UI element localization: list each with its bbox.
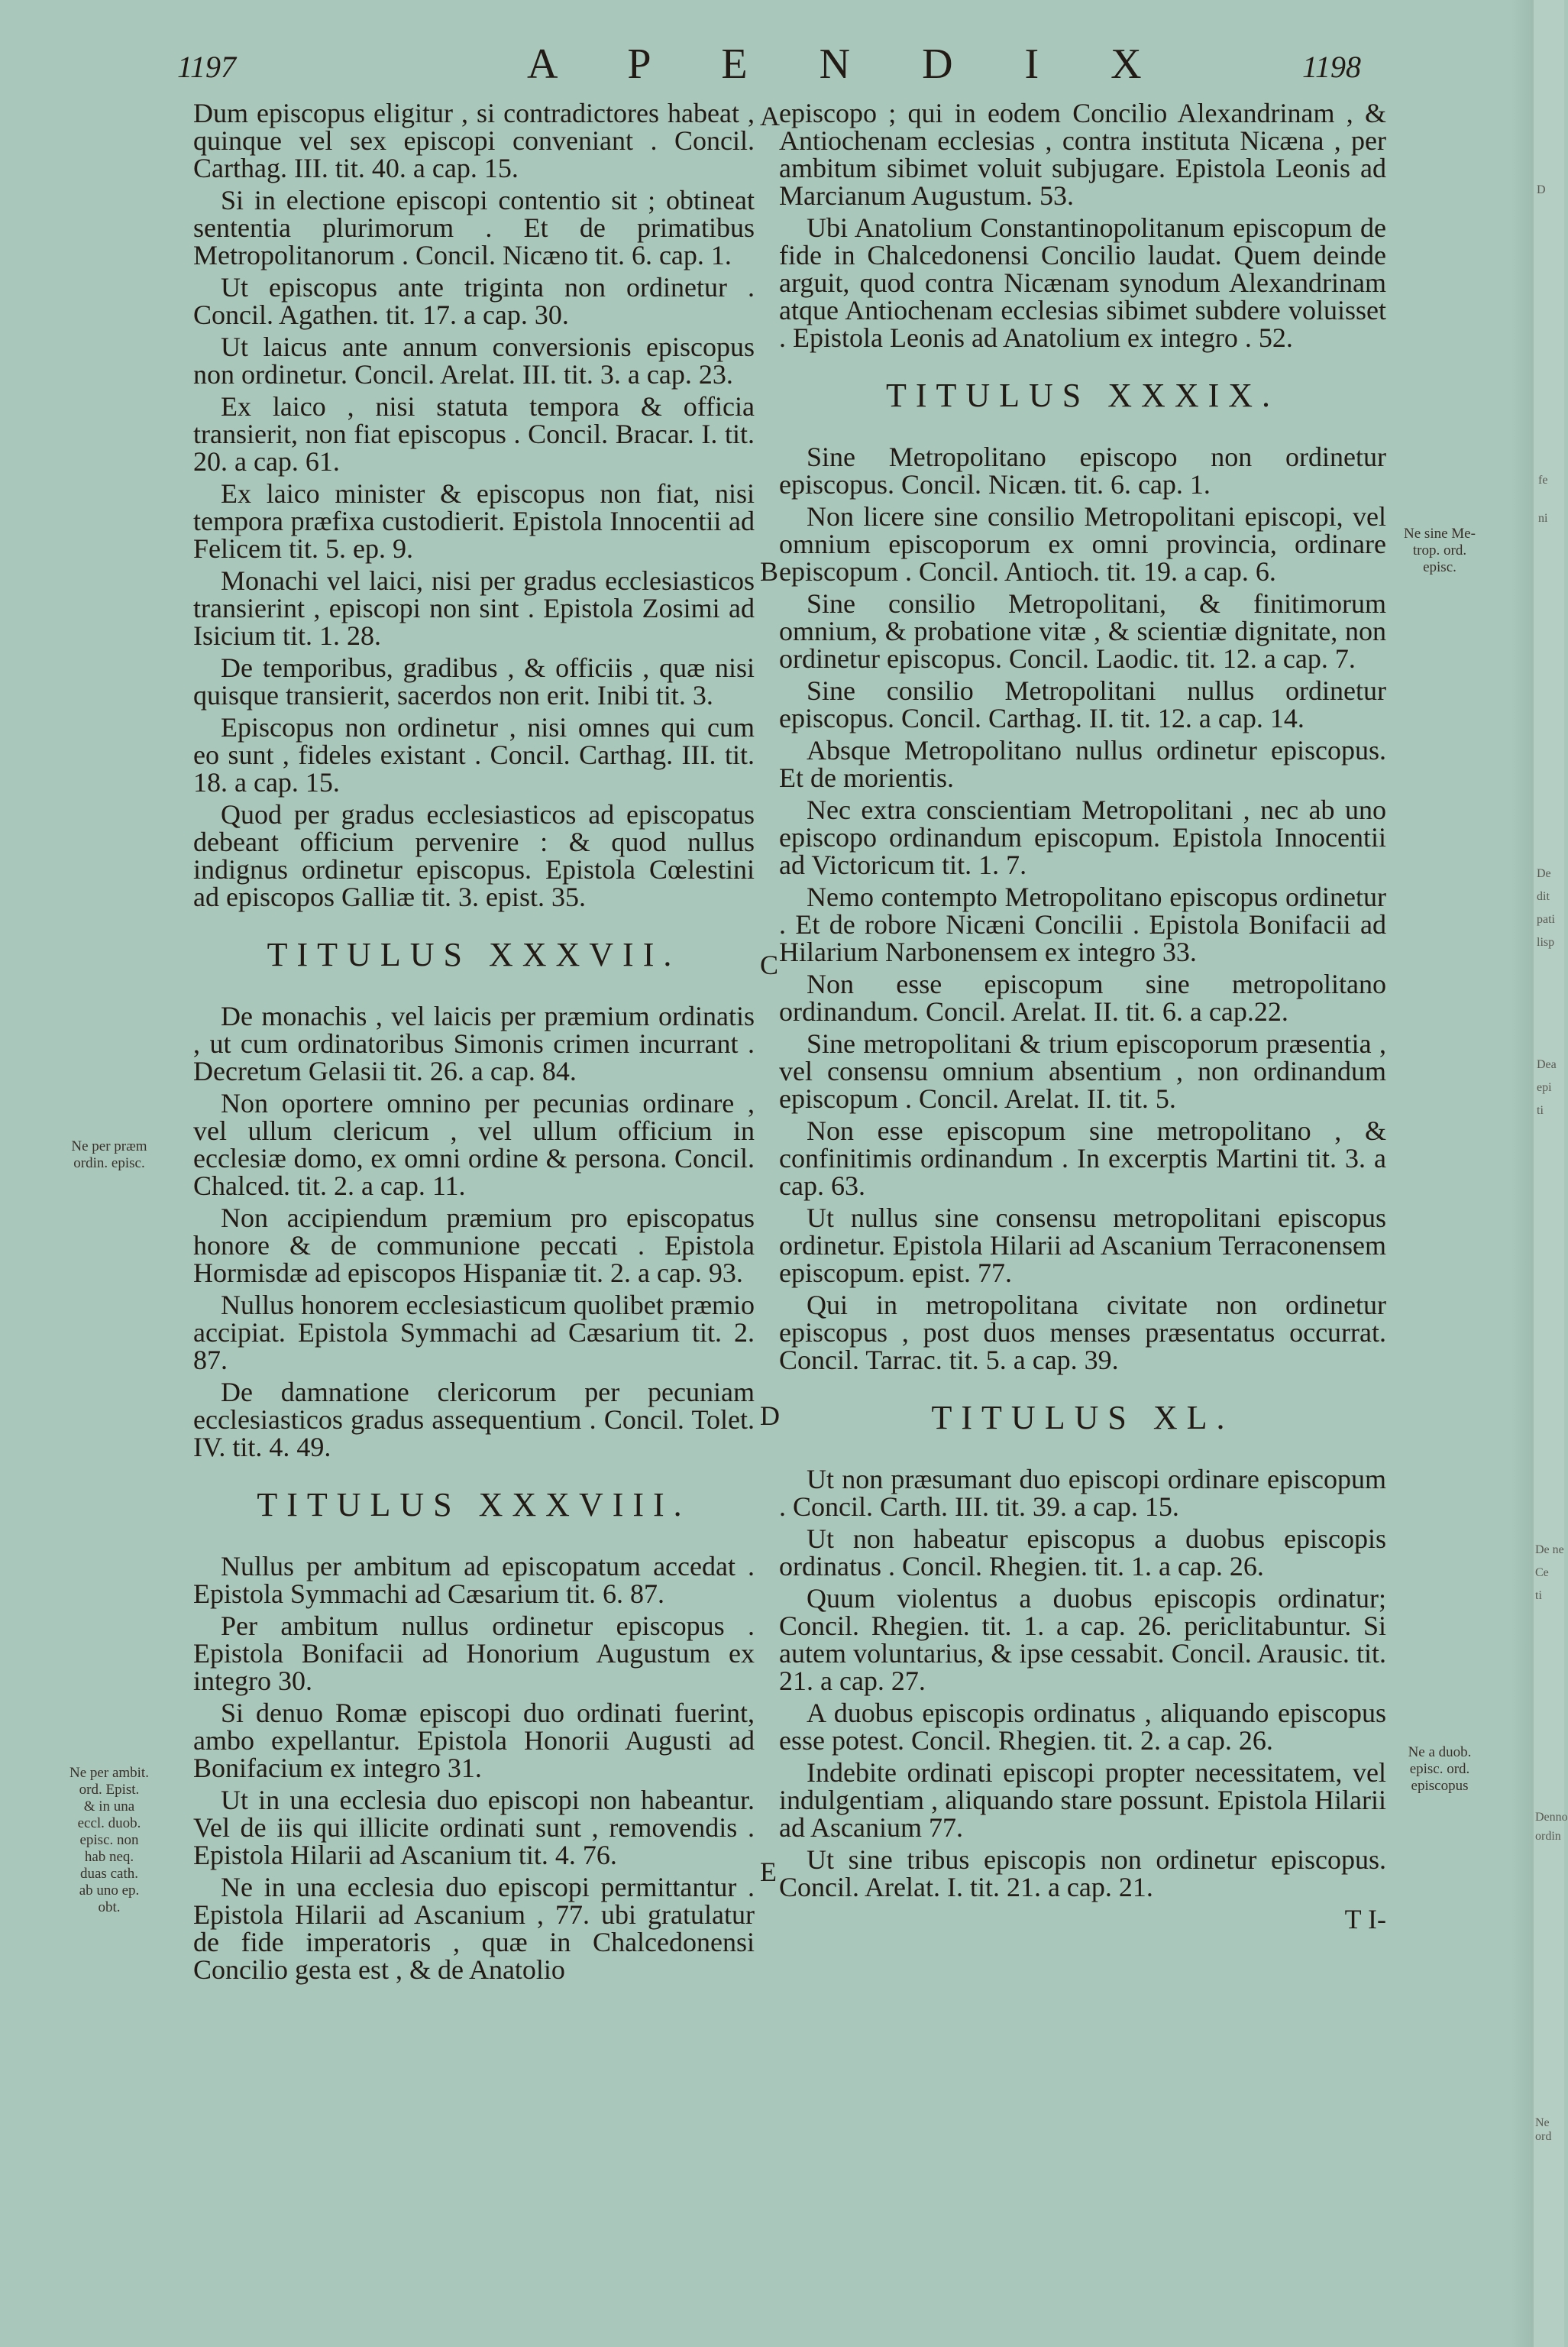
entry-paragraph: Sine metropolitani & trium episcoporum præsentia , vel consensu omnium absentium , non ordinandum episcopum . Concil. Arelat. II. tit. 5. [779, 1028, 1386, 1114]
entry-paragraph: Non accipiendum præmium pro episcopatus honore & de communione peccati . Epistola Hormisdæ ad episcopos Hispaniæ tit. 2. a cap. 93. [193, 1203, 755, 1288]
running-header [0, 40, 1564, 93]
bleed-fragment: lisp [1537, 936, 1555, 949]
entry-paragraph: Ut laicus ante annum conversionis episcopus non ordinetur. Concil. Arelat. III. tit. 3. a cap. 23. [193, 332, 755, 390]
bleed-fragment: Denno [1535, 1811, 1568, 1824]
entry-paragraph: Nullus honorem ecclesiasticum quolibet præmio accipiat. Epistola Symmachi ad Cæsarium tit. 2. 87. [193, 1290, 755, 1375]
page-number-right: 1198 [1302, 50, 1362, 84]
entry-paragraph: Nullus per ambitum ad episcopatum accedat . Epistola Symmachi ad Cæsarium tit. 6. 87. [193, 1551, 755, 1609]
side-note: Ne sine Me- trop. ord. episc. [1404, 526, 1476, 575]
entry-paragraph: Ut non præsumant duo episcopi ordinare episcopum . Concil. Carth. III. tit. 39. a cap. 15. [779, 1464, 1386, 1522]
entry-paragraph: De damnatione clericorum per pecuniam ecclesiasticos gradus assequentium . Concil. Tolet. IV. tit. 4. 49. [193, 1377, 755, 1462]
entry-paragraph: Ut nullus sine consensu metropolitani episcopus ordinetur. Epistola Hilarii ad Ascanium Terraconensem episcopum. epist. 77. [779, 1203, 1386, 1288]
entry-paragraph: Quod per gradus ecclesiasticos ad episcopatus debeant officium pervenire : & quod nullus indignus ordinetur episcopus. Epistola Cœlestini ad episcopos Galliæ tit. 3. epist. 35. [193, 799, 755, 912]
entry-paragraph: Per ambitum nullus ordinetur episcopus . Epistola Bonifacii ad Honorium Augustum ex integro 30. [193, 1611, 755, 1696]
bleed-fragment: Ne ord [1535, 2116, 1552, 2143]
section-heading: TITULUS XL. [931, 1399, 1234, 1436]
entry-paragraph: Monachi vel laici, nisi per gradus ecclesiasticos transierint , episcopi non sint . Epistola Zosimi ad Isicium tit. 1. 28. [193, 565, 755, 651]
entry-paragraph: Sine consilio Metropolitani, & finitimorum omnium, & probatione vitæ , & scientiæ dignitate, non ordinetur episcopus. Concil. Laodic. tit. 12. a cap. 7. [779, 588, 1386, 674]
bleed-fragment: ni [1538, 512, 1548, 525]
entry-paragraph: Nec extra conscientiam Metropolitani , nec ab uno episcopo ordinandum episcopum. Epistola Innocentii ad Victoricum tit. 1. 7. [779, 795, 1386, 880]
bleed-fragment: pati [1537, 913, 1555, 926]
entry-paragraph: Ut sine tribus episcopis non ordinetur episcopus. Concil. Arelat. I. tit. 21. a cap. 21. [779, 1844, 1386, 1902]
entry-paragraph: Dum episcopus eligitur , si contradictores habeat , quinque vel sex episcopi conveniant . Concil. Carthag. III. tit. 40. a cap. 15. [193, 98, 755, 183]
bleed-fragment: dit [1537, 890, 1550, 903]
entry-paragraph: Ut in una ecclesia duo episcopi non habeantur. Vel de iis qui illicite ordinati sunt , removendis . Epistola Hilarii ad Ascanium tit. 4. 76. [193, 1785, 755, 1870]
margin-letter: A [760, 101, 780, 131]
side-note: Ne a duob. episc. ord. episcopus [1408, 1744, 1472, 1794]
bleed-fragment: Ce [1535, 1566, 1549, 1579]
entry-paragraph: Ex laico minister & episcopus non fiat, nisi tempora præfixa custodierit. Epistola Innocentii ad Felicem tit. 5. ep. 9. [193, 478, 755, 564]
margin-letter: E [760, 1857, 777, 1887]
bleed-fragment: fe [1538, 474, 1548, 487]
page-number-left: 1197 [177, 50, 237, 84]
right-column [779, 99, 1386, 1937]
entry-paragraph: episcopo ; qui in eodem Concilio Alexandrinam , & Antiochenam ecclesias , contra instituta Nicæna , per ambitum sibimet voluit subjugare. Epistola Leonis ad Marcianum Augustum. 53. [779, 98, 1386, 211]
bleed-fragment: De [1537, 867, 1551, 880]
entry-paragraph: Qui in metropolitana civitate non ordinetur episcopus , post duos menses præsentatus occurrat. Concil. Tarrac. tit. 5. a cap. 39. [779, 1290, 1386, 1375]
entry-paragraph: Ne in una ecclesia duo episcopi permittantur . Epistola Hilarii ad Ascanium , 77. ubi gratulatur de fide imperatoris , quæ in Chalcedonensi Concilio gesta est , & de Anatolio [193, 1872, 755, 1985]
catchword: T I- [1344, 1904, 1386, 1934]
entry-paragraph: Indebite ordinati episcopi propter necessitatem, vel indulgentiam , aliquando stare possunt. Epistola Hilarii ad Ascanium 77. [779, 1757, 1386, 1843]
section-heading: TITULUS XXXVII. [267, 936, 681, 973]
entry-paragraph: Non esse episcopum sine metropolitano ordinandum. Concil. Arelat. II. tit. 6. a cap.22. [779, 969, 1386, 1027]
margin-letter: D [760, 1400, 780, 1431]
entry-paragraph: Ut episcopus ante triginta non ordinetur . Concil. Agathen. tit. 17. a cap. 30. [193, 272, 755, 330]
bleed-fragment: ordin [1535, 1830, 1561, 1843]
entry-paragraph: Non oportere omnino per pecunias ordinare , vel ullum clericum , vel ullum officium in ecclesiæ domo, ex omni ordine & persona. Concil. Chalced. tit. 2. a cap. 11. [193, 1088, 755, 1201]
entry-paragraph: Si denuo Romæ episcopi duo ordinati fuerint, ambo expellantur. Epistola Honorii Augusti ad Bonifacium ex integro 31. [193, 1698, 755, 1783]
margin-letter: B [760, 556, 779, 587]
side-note: Ne per præm ordin. episc. [71, 1138, 147, 1171]
entry-paragraph: Quum violentus a duobus episcopis ordinatur; Concil. Rhegien. tit. 1. a cap. 26. periclitabuntur. Si autem voluntarius, & ipse cessabit. Concil. Arausic. tit. 21. a cap. 27. [779, 1583, 1386, 1696]
left-column [193, 99, 755, 1988]
entry-paragraph: Sine Metropolitano episcopo non ordinetur episcopus. Concil. Nicæn. tit. 6. cap. 1. [779, 442, 1386, 500]
entry-paragraph: Ex laico , nisi statuta tempora & officia transierit, non fiat episcopus . Concil. Bracar. I. tit. 20. a cap. 61. [193, 391, 755, 477]
entry-paragraph: De temporibus, gradibus , & officiis , quæ nisi quisque transierit, sacerdos non erit. Inibi tit. 3. [193, 652, 755, 711]
entry-paragraph: Absque Metropolitano nullus ordinetur episcopus. Et de morientis. [779, 735, 1386, 793]
bleed-fragment: De ne [1535, 1543, 1564, 1556]
entry-paragraph: Si in electione episcopi contentio sit ; obtineat sententia plurimorum . Et de primatibus Metropolitanorum . Concil. Nicæno tit. 6. cap. 1. [193, 185, 755, 270]
next-page-edge [1534, 0, 1568, 2347]
entry-paragraph: Ut non habeatur episcopus a duobus episcopis ordinatus . Concil. Rhegien. tit. 1. a cap. 26. [779, 1523, 1386, 1581]
entry-paragraph: Non licere sine consilio Metropolitani episcopi, vel omnium episcoporum ex omni provincia, ordinare episcopum . Concil. Antioch. tit. 19. a cap. 6. [779, 501, 1386, 587]
entry-paragraph: De monachis , vel laicis per præmium ordinatis , ut cum ordinatoribus Simonis crimen incurrant . Decretum Gelasii tit. 26. a cap. 84. [193, 1001, 755, 1086]
bleed-fragment: ti [1535, 1589, 1542, 1602]
bleed-fragment: Dea [1537, 1058, 1557, 1071]
section-heading: TITULUS XXXVIII. [257, 1486, 691, 1523]
running-title: A P E N D I X [527, 40, 1172, 88]
bleed-fragment: D [1537, 183, 1546, 196]
entry-paragraph: Ubi Anatolium Constantinopolitanum episcopum de fide in Chalcedonensi Concilio laudat. Quem deinde arguit, quod contra Nicænam synodum Alexandrinam atque Antiochenam ecclesias sibimet subdere voluisset . Epistola Leonis ad Anatolium ex integro . 52. [779, 212, 1386, 353]
entry-paragraph: Nemo contempto Metropolitano episcopus ordinetur . Et de robore Nicæni Concilii . Epistola Bonifacii ad Hilarium Narbonensem ex integro 33. [779, 882, 1386, 967]
margin-letter: C [760, 950, 779, 980]
entry-paragraph: A duobus episcopis ordinatus , aliquando episcopus esse potest. Concil. Rhegien. tit. 2. a cap. 26. [779, 1698, 1386, 1756]
entry-paragraph: Sine consilio Metropolitani nullus ordinetur episcopus. Concil. Carthag. II. tit. 12. a cap. 14. [779, 675, 1386, 733]
bleed-fragment: ti [1537, 1104, 1544, 1117]
gutter-shadow [1511, 0, 1534, 2347]
side-note: Ne per ambit. ord. Epist. & in una eccl. duob. episc. non hab neq. duas cath. ab uno ep. obt. [70, 1765, 149, 1915]
entry-paragraph: Non esse episcopum sine metropolitano , & confinitimis ordinandum . In excerptis Martini tit. 3. a cap. 63. [779, 1115, 1386, 1201]
section-heading: TITULUS XXXIX. [885, 377, 1280, 414]
bleed-fragment: epi [1537, 1081, 1552, 1094]
entry-paragraph: Episcopus non ordinetur , nisi omnes qui cum eo sunt , fideles existant . Concil. Carthag. III. tit. 18. a cap. 15. [193, 712, 755, 798]
